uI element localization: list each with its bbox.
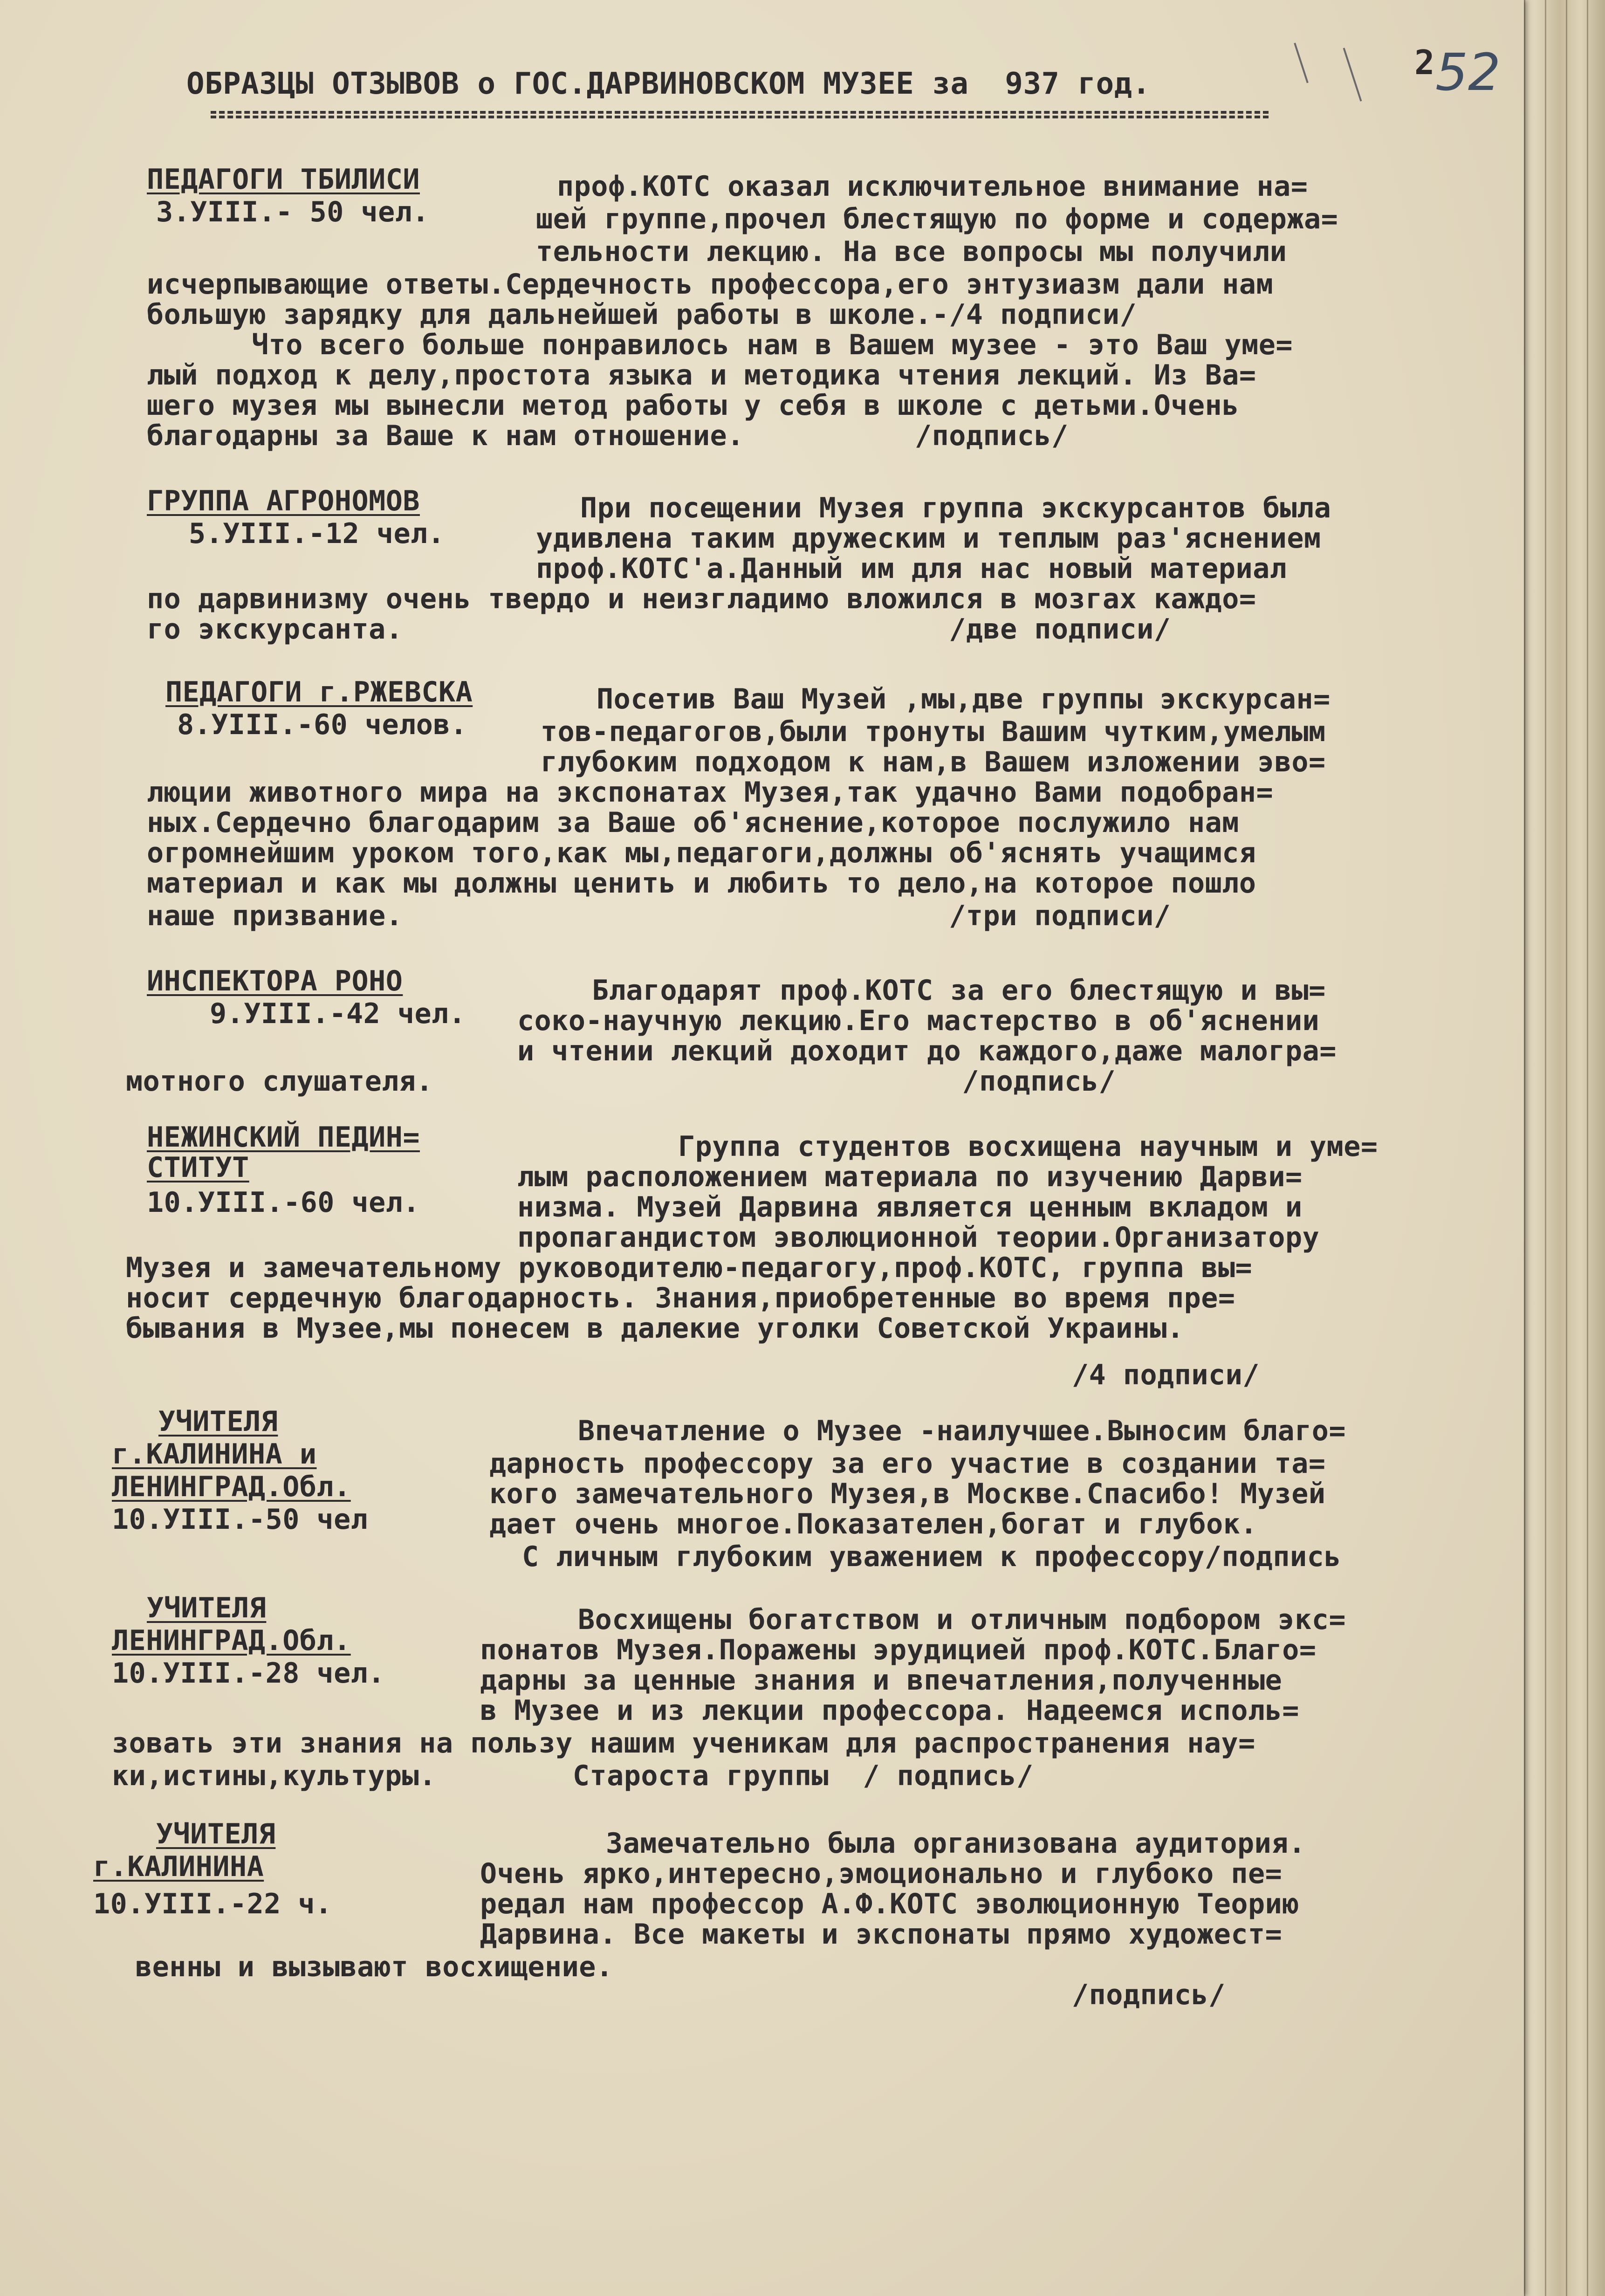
- review-line: Восхищены богатством и отличным подбором экс=: [578, 1603, 1346, 1636]
- pencil-mark: [1294, 43, 1309, 83]
- review-heading: НЕЖИНСКИЙ ПЕДИН=: [147, 1121, 420, 1154]
- review-line: по дарвинизму очень твердо и неизгладимо вложился в мозгах каждо=: [147, 583, 1256, 615]
- review-line: лым расположением материала по изучению Дарви=: [517, 1161, 1303, 1193]
- review-heading: УЧИТЕЛЯ: [147, 1592, 267, 1624]
- review-line: проф.КОТС'а.Данный им для нас новый материал: [536, 552, 1287, 585]
- review-heading-continued: ЛЕНИНГРАД.Обл.: [112, 1624, 351, 1657]
- review-heading: ПЕДАГОГИ г.РЖЕВСКА: [165, 676, 473, 708]
- review-date-count: 10.УIII.-50 чел: [112, 1503, 368, 1536]
- review-line: тов-педагогов,были тронуты Вашим чутким,умелым: [541, 715, 1326, 748]
- review-line: дает очень многое.Показателен,богат и глубок.: [489, 1508, 1258, 1540]
- review-line: Замечательно была организована аудитория.: [606, 1827, 1306, 1860]
- review-line: го экскурсанта. /две подписи/: [147, 613, 1171, 646]
- review-line: огромнейшим уроком того,как мы,педагоги,должны об'яснять учащимся: [147, 837, 1256, 869]
- review-heading-continued: ЛЕНИНГРАД.Обл.: [112, 1471, 351, 1503]
- review-line: шего музея мы вынесли метод работы у себя в школе с детьми.Очень: [147, 389, 1239, 422]
- handwritten-page-number: 52: [1435, 42, 1501, 102]
- review-line: лый подход к делу,простота языка и методика чтения лекций. Из Ва=: [147, 359, 1256, 392]
- review-line: Благодарят проф.КОТС за его блестящую и вы=: [592, 974, 1326, 1007]
- review-line: Группа студентов восхищена научным и уме=: [678, 1130, 1378, 1163]
- review-heading: ГРУППА АГРОНОМОВ: [147, 485, 420, 517]
- review-line: ных.Сердечно благодарим за Ваше об'яснение,которое послужило нам: [147, 806, 1239, 839]
- review-heading-continued: г.КАЛИНИНА: [93, 1850, 264, 1883]
- review-line: кого замечательного Музея,в Москве.Спасибо! Музей: [489, 1478, 1326, 1510]
- document-title: ОБРАЗЦЫ ОТЗЫВОВ о ГОС.ДАРВИНОВСКОМ МУЗЕЕ за 937 год.: [186, 67, 1151, 101]
- review-line: удивлена таким дружеским и теплым раз'яснением: [536, 522, 1321, 555]
- review-line: дарность профессору за его участие в создании та=: [489, 1447, 1326, 1480]
- review-line: тельности лекцию. На все вопросы мы получили: [536, 235, 1287, 268]
- review-line: Впечатление о Музее -наилучшее.Выносим благо=: [578, 1415, 1346, 1447]
- review-line: глубоким подходом к нам,в Вашем изложении эво=: [541, 746, 1326, 778]
- review-line: ки,истины,культуры. Староста группы / подпись/: [112, 1760, 1034, 1792]
- review-line: понатов Музея.Поражены эрудицией проф.КОТС.Благо=: [480, 1634, 1317, 1666]
- review-signature: /4 подписи/: [1072, 1359, 1260, 1391]
- review-date-count: 5.УIII.-12 чел.: [189, 517, 445, 550]
- review-line: венны и вызывают восхищение.: [135, 1951, 613, 1983]
- review-line: дарны за ценные знания и впечатления,полученные: [480, 1664, 1283, 1697]
- review-heading: УЧИТЕЛЯ: [156, 1818, 276, 1850]
- review-line: мотного слушателя. /подпись/: [126, 1065, 1116, 1098]
- review-heading: ИНСПЕКТОРА РОНО: [147, 965, 403, 997]
- review-line: шей группе,прочел блестящую по форме и содержа=: [536, 203, 1338, 235]
- review-date-count: 10.УIII.-22 ч.: [93, 1888, 332, 1920]
- review-signature: /подпись/: [1072, 1979, 1226, 2011]
- review-line: большую зарядку для дальнейшей работы в школе.-/4 подписи/: [147, 298, 1137, 331]
- title-double-underline: [211, 111, 1269, 118]
- page-number: 2: [1414, 43, 1435, 82]
- review-line: При посещении Музея группа экскурсантов была: [580, 492, 1331, 524]
- review-line: пропагандистом эволюционной теории.Организатору: [517, 1221, 1320, 1254]
- review-line: Очень ярко,интересно,эмоционально и глубоко пе=: [480, 1857, 1283, 1890]
- review-line: низма. Музей Дарвина является ценным вкладом и: [517, 1191, 1303, 1224]
- review-line: С личным глубоким уважением к профессору/подпись: [522, 1540, 1341, 1573]
- review-date-count: 10.УIII.-60 чел.: [147, 1186, 420, 1219]
- review-heading: ПЕДАГОГИ ТБИЛИСИ: [147, 163, 420, 196]
- review-line: носит сердечную благодарность. Знания,приобретенные во время пре=: [126, 1282, 1235, 1314]
- review-line: исчерпывающие ответы.Сердечность профессора,его энтузиазм дали нам: [147, 268, 1274, 301]
- review-line: Посетив Ваш Музей ,мы,две группы экскурсан=: [597, 683, 1331, 715]
- review-line: благодарны за Ваше к нам отношение. /подпись/: [147, 419, 1069, 452]
- pencil-mark: [1343, 48, 1362, 101]
- review-line: Музея и замечательному руководителю-педагогу,проф.КОТС, группа вы=: [126, 1251, 1253, 1284]
- review-line: бывания в Музее,мы понесем в далекие уголки Советской Украины.: [126, 1312, 1184, 1345]
- review-date-count: 9.УIII.-42 чел.: [210, 997, 466, 1030]
- review-line: и чтении лекций доходит до каждого,даже малогра=: [517, 1035, 1337, 1067]
- review-line: наше призвание. /три подписи/: [147, 900, 1171, 932]
- review-date-count: 3.УIII.- 50 чел.: [156, 196, 429, 228]
- review-line: материал и как мы должны ценить и любить то дело,на которое пошло: [147, 867, 1256, 900]
- review-heading-continued: СТИТУТ: [147, 1151, 249, 1184]
- review-date-count: 10.УIII.-28 чел.: [112, 1657, 385, 1690]
- review-line: Дарвина. Все макеты и экспонаты прямо художест=: [480, 1918, 1283, 1951]
- review-line: Что всего больше понравилось нам в Вашем музее - это Ваш уме=: [252, 329, 1293, 361]
- review-line: люции животного мира на экспонатах Музея,так удачно Вами подобран=: [147, 776, 1274, 809]
- review-line: проф.КОТС оказал исключительное внимание на=: [557, 170, 1308, 203]
- review-line: редал нам профессор А.Ф.КОТС эволюционную Теорию: [480, 1888, 1299, 1920]
- review-heading: УЧИТЕЛЯ: [158, 1405, 278, 1438]
- review-line: соко-научную лекцию.Его мастерство в об'яснении: [517, 1004, 1320, 1037]
- review-line: в Музее и из лекции профессора. Надеемся исполь=: [480, 1694, 1299, 1727]
- review-line: зовать эти знания на пользу нашим ученикам для распространения нау=: [112, 1727, 1255, 1760]
- review-heading-continued: г.КАЛИНИНА и: [112, 1438, 317, 1471]
- review-date-count: 8.УIII.-60 челов.: [177, 708, 467, 741]
